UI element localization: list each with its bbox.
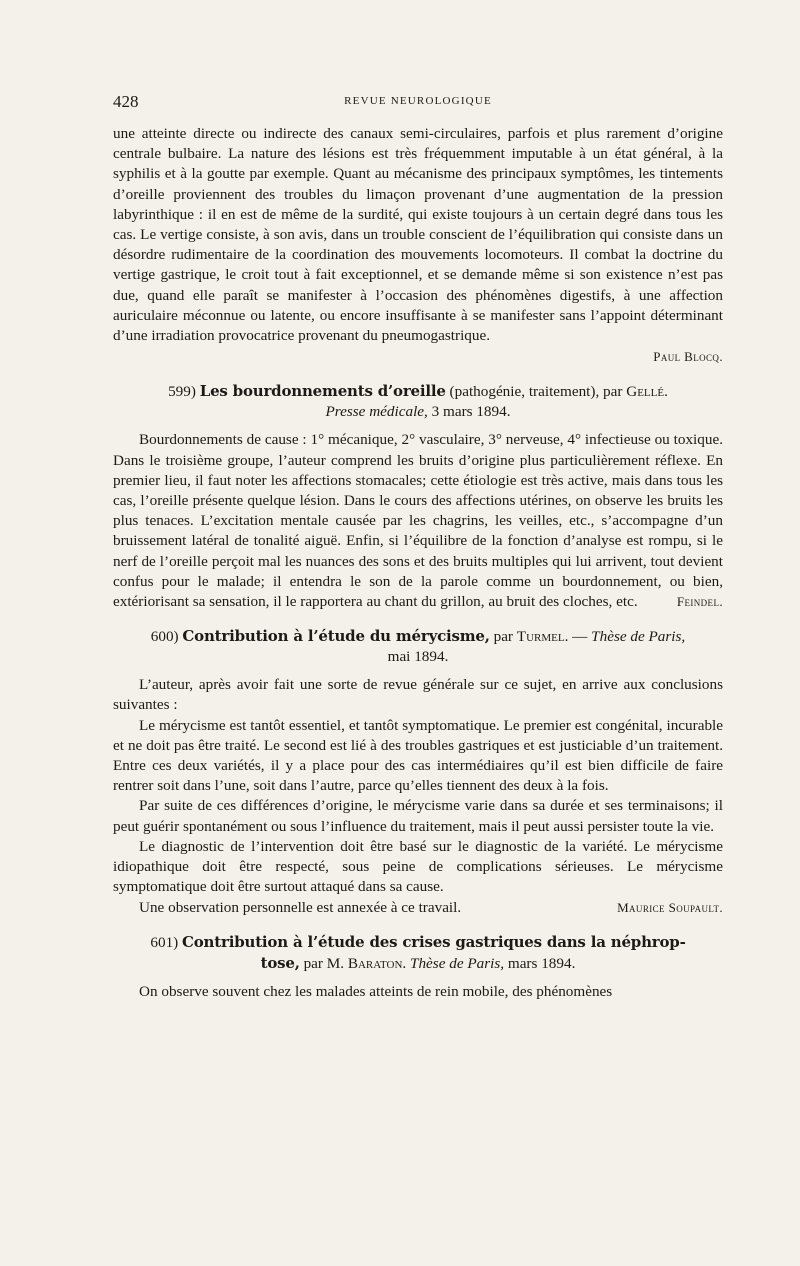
entry-title-text-cont: tose, [260,953,300,972]
entry-title-text: Les bourdonnements d’oreille [199,382,446,401]
entry-600-paragraph-1: L’auteur, après avoir fait une sorte de revue générale sur ce sujet, en arrive aux conclusions suivantes : [113,676,723,714]
page-header [113,92,723,114]
entry-author: Gellé. [626,383,668,401]
entry-author: Baraton. [347,954,407,972]
signature-soupault: Maurice Soupault. [617,899,723,915]
entry-600-paragraph-3: Par suite de ces différences d’origine, le mérycisme varie dans sa durée et ses terminaisons; il peut guérir spontanément ou sous l’influence du traitement, mais il peut aussi persister toute la vie. [113,797,723,835]
entry-title-text: Contribution à l’étude du mérycisme, [182,627,490,646]
signature-blocq: Paul Blocq. [653,349,723,365]
entry-number: 600) [150,628,179,646]
page-number: 428 [113,92,139,111]
entry-600-paragraph-5: Une observation personnelle est annexée à ce travail. Maurice Soupault. [113,898,723,918]
intro-paragraph: une atteinte directe ou indirecte des canaux semi-circulaires, parfois et plus rarement d’origine centrale bulbaire. La nature des lésions est très fréquemment imputable à un état général, à la syphilis et à la goutte par exemple. Quant au mécanisme des principaux symptômes, les tintements d’oreille proviennent des troubles du limaçon provenant d’une augmentation de la pression labyrinthique : il en est de même de la surdité, qui existe toujours à un certain degré dans tous les cas. Le vertige consiste, à son avis, dans un trouble conscient de l’équilibration qui consiste dans un désordre rudimentaire de la coordination des mouvements locomoteurs. Il combat la doctrine du vertige gastrique, le croit tout à fait exceptionnel, et se demande même si son existence n’est pas due, quand elle paraît se manifester à l’occasion des phénomènes digestifs, à une affection auriculaire méconnue ou latente, ou encore insuffisante à se manifester sans l’appoint déterminant d’une irradiation provocatrice provenant du pneumogastrique. [113,125,723,345]
entry-599-title: 599) Les bourdonnements d’oreille (pathogénie, traitement), par Gellé. Presse médicale, 3 mars 1894. [168,382,668,421]
entry-600-paragraph-4: Le diagnostic de l’intervention doit être basé sur le diagnostic de la variété. Le mérycisme idiopathique doit être respecté, sous peine de complications sérieuses. Le mérycisme symptomatique doit être surtout attaqué dans sa cause. [113,837,723,896]
entry-date: mai 1894. [387,648,449,666]
entry-source: Thèse de Paris, [410,954,505,972]
page-content [113,124,723,1002]
entry-title-text: Contribution à l’étude des crises gastriques dans la néphrop- [182,932,686,951]
entry-600-title: 600) Contribution à l’étude du mérycisme, par Turmel. — Thèse de Paris, mai 1894. [150,627,686,666]
running-title: REVUE NEUROLOGIQUE [344,95,492,107]
entry-source: Thèse de Paris, [591,628,686,646]
entry-number: 601) [150,933,179,951]
entry-600-paragraph-2: Le mérycisme est tantôt essentiel, et tantôt symptomatique. Le premier est congénital, incurable et ne doit pas être traité. Le second est lié à des troubles gastriques et est justiciable d’un traitement. Entre ces deux variétés, il y a place pour des cas intermédiaires qu’il est bien difficile de faire rentrer soit dans l’une, soit dans l’autre, parce qu’elles tiennent des deux à la fois. [113,716,723,795]
signature-feindel: Feindel. [676,594,723,610]
entry-number: 599) [168,383,196,401]
entry-599-paragraph: Bourdonnements de cause : 1° mécanique, 2° vasculaire, 3° nerveuse, 4° infectieuse ou toxique. Dans le troisième groupe, l’auteur comprend les bruits d’origine plus particulièrement réflexe. En premier lieu, il faut noter les affections stomacales; cette étiologie est très active, mais dans tous les cas, l’oreille présente quelque lésion. Dans le cours des affections utérines, on observe les bruits les plus tenaces. L’excitation mentale causée par les chagrins, les veilles, etc., s’accompagne d’un bruissement latéral de tonalité aiguë. Enfin, si l’équilibre de la fonction d’analyse est rompu, si le nerf de l’oreille perçoit mal les nuances des sons et des bruits multiples qui lui arrivent, tout devient confus pour le malade; il entendra le son de la parole comme un bourdonnement, ou bien, extériorisant sa sensation, il le rapportera au chant du grillon, au bruit des cloches, etc. Feindel. [113,430,723,612]
entry-601-paragraph: On observe souvent chez les malades atteints de rein mobile, des phénomènes [139,982,613,1000]
entry-source: Presse médicale, [325,403,428,421]
entry-601-title: 601) Contribution à l’étude des crises gastriques dans la néphrop- tose, par M. Baraton. Thèse de Paris, mars 1894. [150,932,686,972]
entry-author: Turmel. [516,628,569,646]
